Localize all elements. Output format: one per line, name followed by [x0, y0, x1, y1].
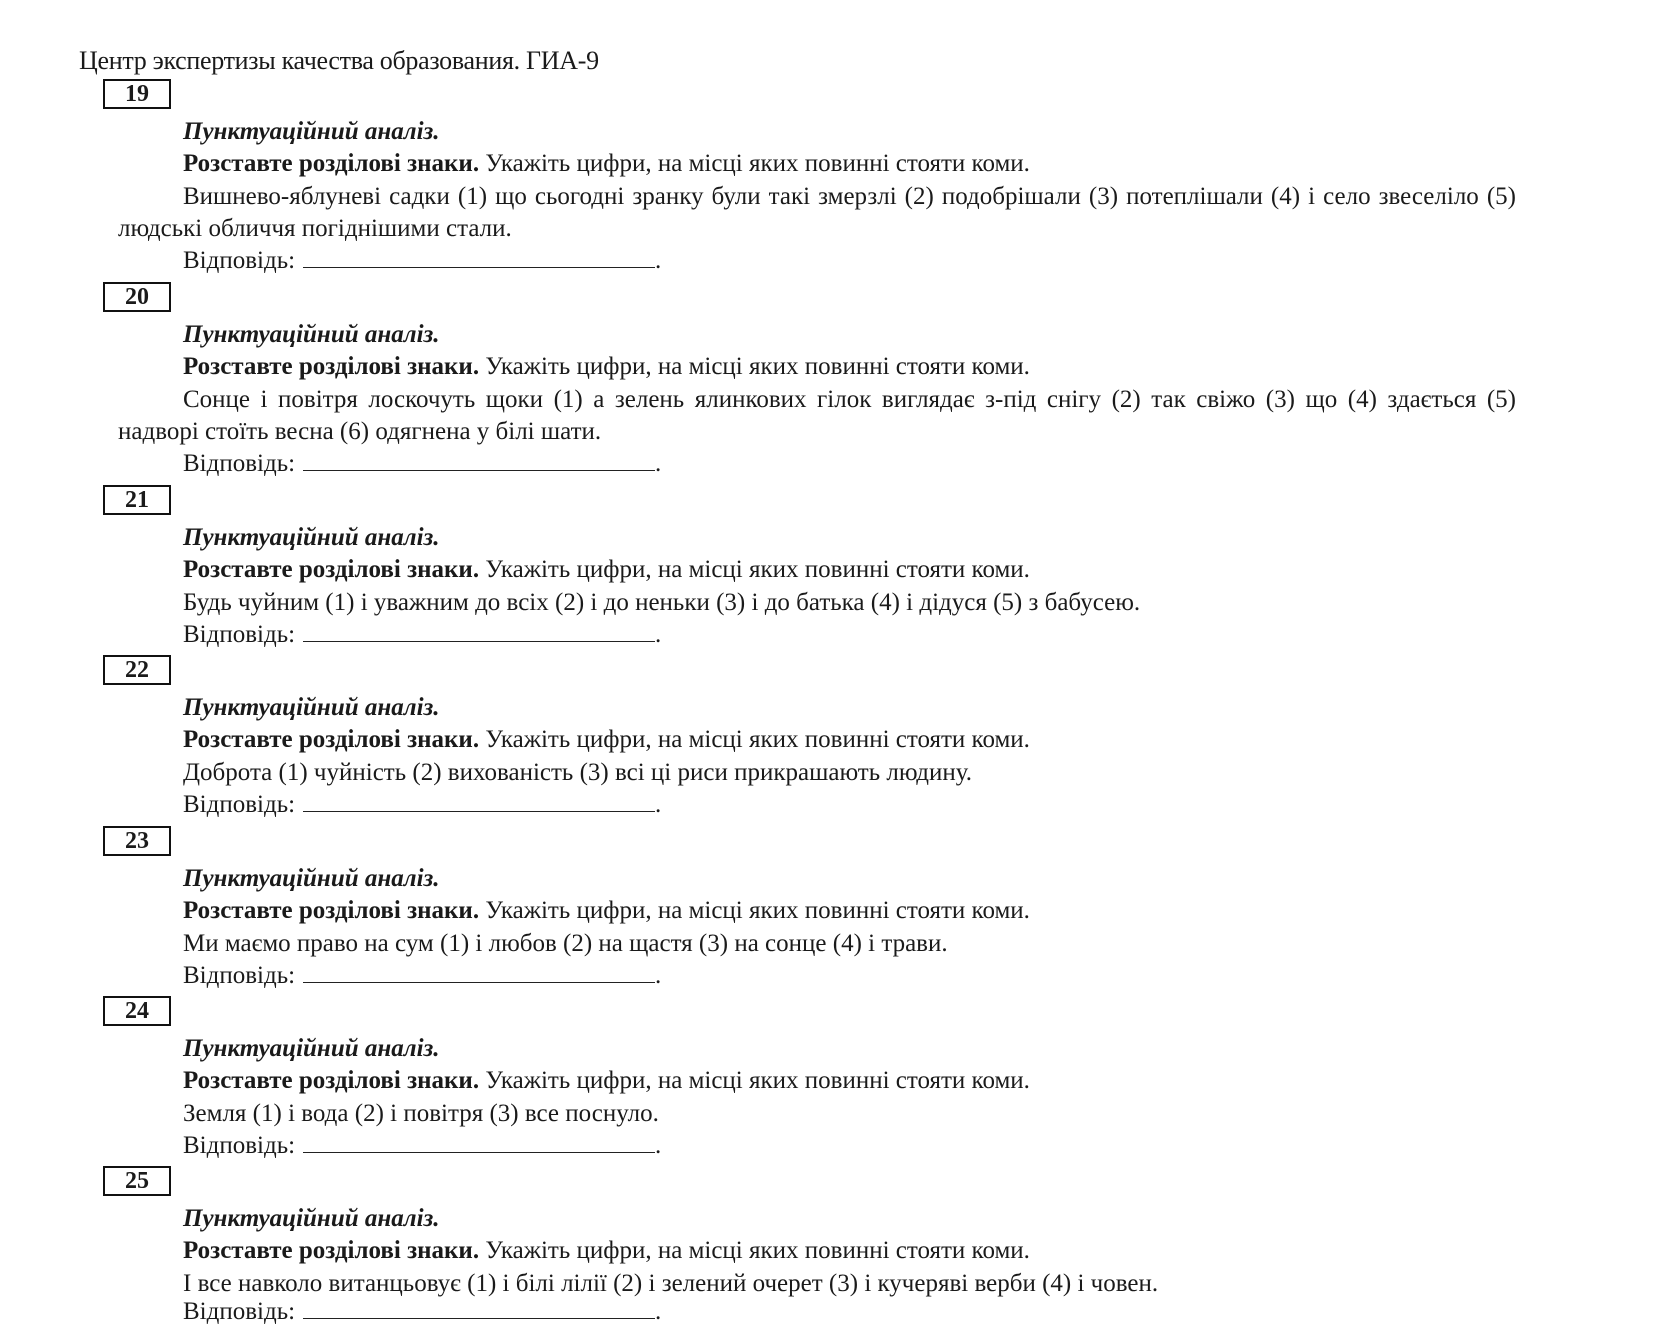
answer-line: Відповідь: . — [183, 450, 662, 477]
task-instruction — [183, 725, 1030, 755]
answer-line: Відповідь: . — [183, 962, 662, 989]
answer-field[interactable] — [303, 1130, 655, 1153]
task-instruction — [183, 1066, 1030, 1096]
instruction-text: Укажіть цифри, на місці яких повинні стояти коми. — [479, 556, 1030, 583]
task-title: Пунктуаційний аналіз. — [183, 524, 440, 551]
task-title: Пунктуаційний аналіз. — [183, 1205, 440, 1232]
task-title: Пунктуаційний аналіз. — [183, 321, 440, 348]
instruction-text: Укажіть цифри, на місці яких повинні стояти коми. — [479, 726, 1030, 753]
answer-field[interactable] — [303, 245, 655, 268]
task-number: 25 — [103, 1166, 171, 1196]
task-number: 23 — [103, 826, 171, 856]
instruction-bold: Розставте розділові знаки. — [183, 726, 480, 753]
answer-line: Відповідь: . — [183, 621, 662, 648]
task-number: 21 — [103, 485, 171, 515]
answer-line: Відповідь: . — [183, 1298, 662, 1325]
instruction-bold: Розставте розділові знаки. — [183, 897, 480, 924]
task-instruction — [183, 149, 1030, 179]
task-instruction — [183, 896, 1030, 926]
instruction-text: Укажіть цифри, на місці яких повинні стояти коми. — [479, 897, 1030, 924]
answer-label: Відповідь: — [183, 450, 296, 477]
answer-field[interactable] — [303, 789, 655, 812]
instruction-bold: Розставте розділові знаки. — [183, 556, 480, 583]
answer-label: Відповідь: — [183, 621, 296, 648]
answer-label: Відповідь: — [183, 247, 296, 274]
instruction-bold: Розставте розділові знаки. — [183, 150, 480, 177]
task-sentence: І все навколо витанцьовує (1) і білі лілії (2) і зелений очерет (3) і кучеряві верби (4) і човен. — [183, 1270, 1159, 1297]
task-instruction — [183, 555, 1030, 585]
task-sentence: Земля (1) і вода (2) і повітря (3) все поснуло. — [183, 1100, 659, 1127]
task-sentence: Сонце і повітря лоскочуть щоки (1) а зелень ялинкових гілок виглядає з-під снігу (2) так свіжо (3) що (4) здається (5) надворі стоїть весна (6) одягнена у білі шати. — [118, 386, 1516, 445]
instruction-text: Укажіть цифри, на місці яких повинні стояти коми. — [479, 353, 1030, 380]
task-number: 20 — [103, 282, 171, 312]
task-number: 22 — [103, 655, 171, 685]
task-title: Пунктуаційний аналіз. — [183, 1035, 440, 1062]
instruction-text: Укажіть цифри, на місці яких повинні стояти коми. — [479, 1067, 1030, 1094]
answer-field[interactable] — [303, 960, 655, 983]
answer-label: Відповідь: — [183, 1132, 296, 1159]
task-title: Пунктуаційний аналіз. — [183, 118, 440, 145]
task-number: 24 — [103, 996, 171, 1026]
answer-line: Відповідь: . — [183, 247, 662, 274]
task-title: Пунктуаційний аналіз. — [183, 694, 440, 721]
task-number: 19 — [103, 79, 171, 109]
answer-label: Відповідь: — [183, 791, 296, 818]
instruction-text: Укажіть цифри, на місці яких повинні стояти коми. — [479, 1237, 1030, 1264]
task-title: Пунктуаційний аналіз. — [183, 865, 440, 892]
instruction-bold: Розставте розділові знаки. — [183, 353, 480, 380]
instruction-bold: Розставте розділові знаки. — [183, 1067, 480, 1094]
instruction-bold: Розставте розділові знаки. — [183, 1237, 480, 1264]
answer-line: Відповідь: . — [183, 1132, 662, 1159]
task-sentence: Доброта (1) чуйність (2) вихованість (3) всі ці риси прикрашають людину. — [183, 759, 972, 786]
answer-field[interactable] — [303, 448, 655, 471]
answer-line: Відповідь: . — [183, 791, 662, 818]
task-instruction — [183, 352, 1030, 382]
instruction-text: Укажіть цифри, на місці яких повинні стояти коми. — [479, 150, 1030, 177]
task-sentence: Вишнево-яблуневі садки (1) що сьогодні зранку були такі змерзлі (2) подобрішали (3) потеплішали (4) і село звеселіло (5) людські обличчя погіднішими стали. — [118, 183, 1516, 242]
task-instruction — [183, 1236, 1030, 1266]
answer-label: Відповідь: — [183, 1298, 296, 1325]
answer-label: Відповідь: — [183, 962, 296, 989]
answer-field[interactable] — [303, 619, 655, 642]
page-header: Центр экспертизы качества образования. ГИА-9 — [79, 46, 599, 75]
task-sentence: Будь чуйним (1) і уважним до всіх (2) і до неньки (3) і до батька (4) і дідуся (5) з бабусею. — [183, 589, 1141, 616]
task-sentence: Ми маємо право на сум (1) і любов (2) на щастя (3) на сонце (4) і трави. — [183, 930, 948, 957]
answer-field[interactable] — [303, 1296, 655, 1319]
